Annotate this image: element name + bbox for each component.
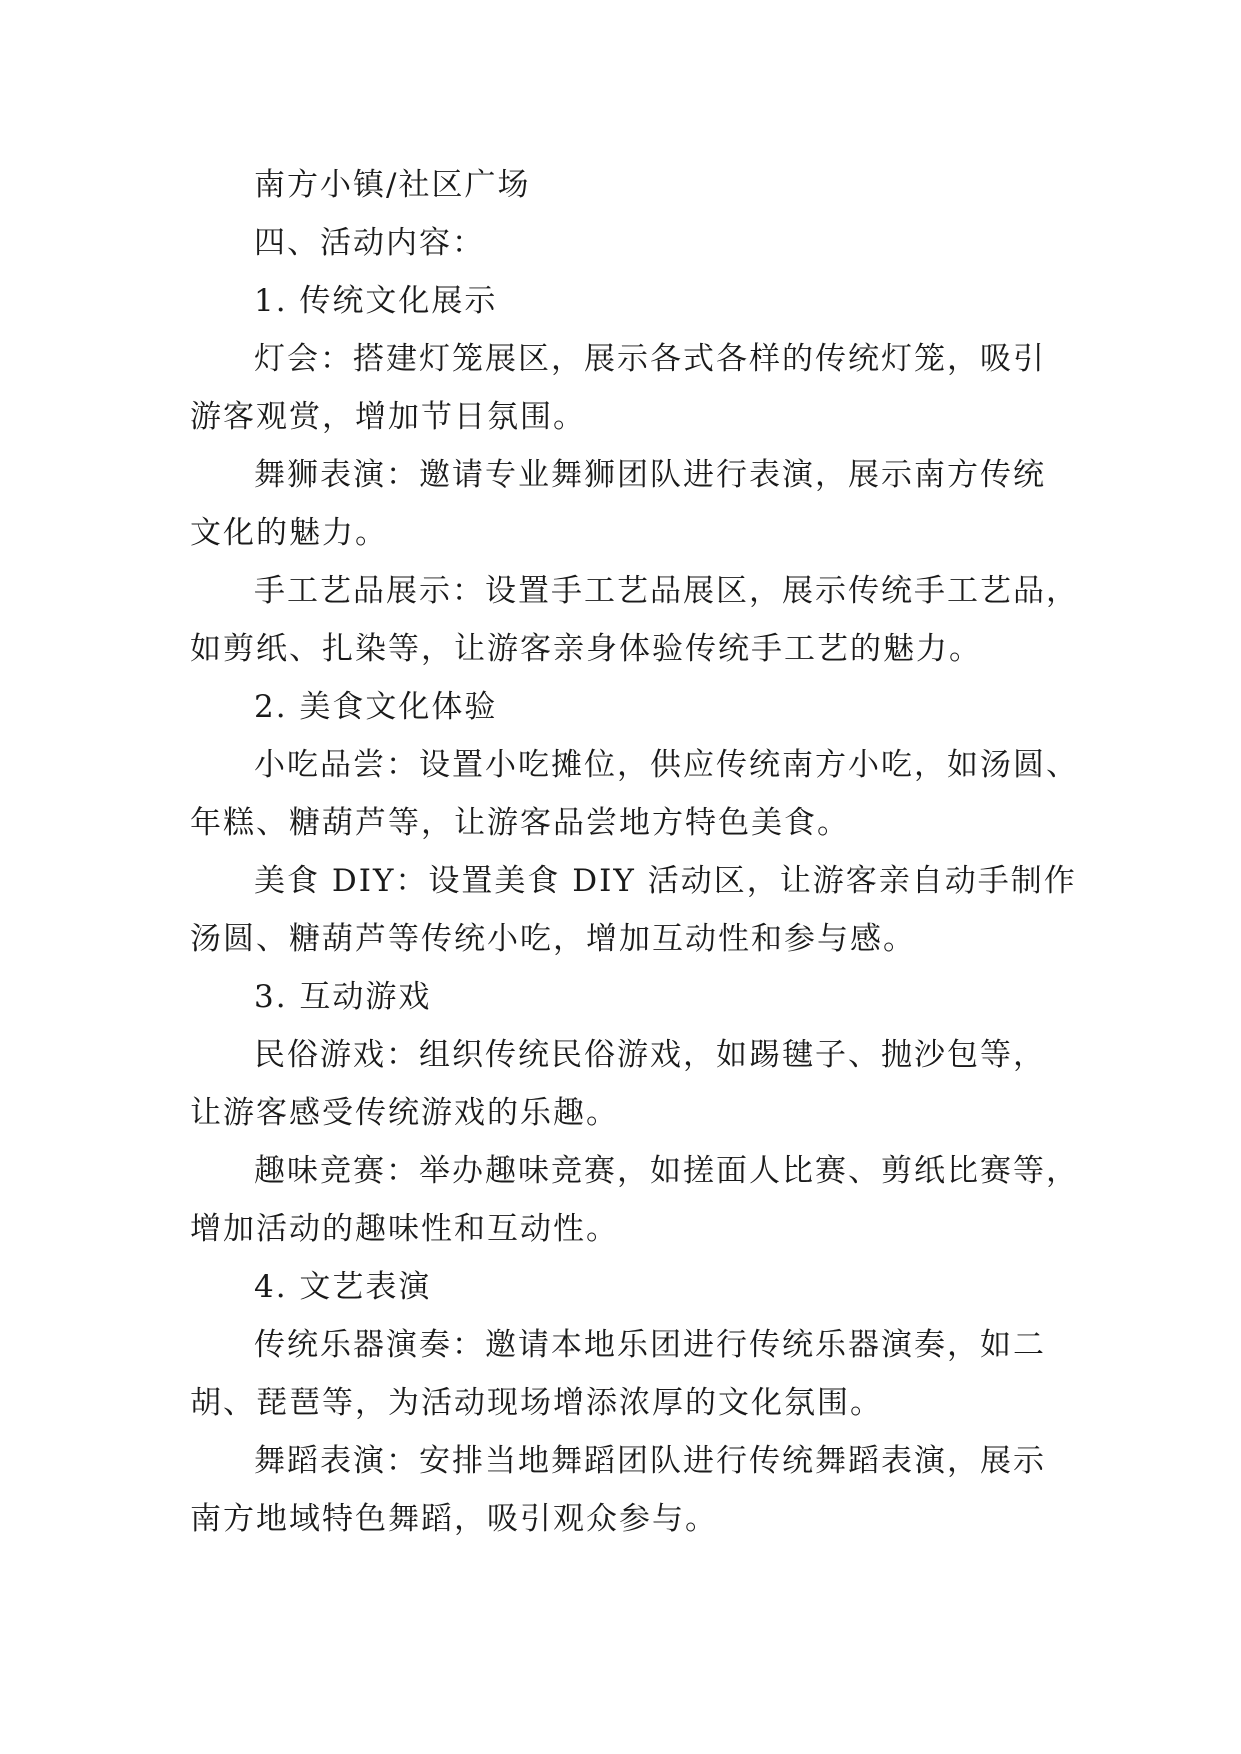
paragraph-line: 胡、琵琶等，为活动现场增添浓厚的文化氛围。 <box>190 1385 883 1421</box>
section-heading-activities: 四、活动内容： <box>254 225 485 261</box>
paragraph-line: 小吃品尝：设置小吃摊位，供应传统南方小吃，如汤圆、 <box>254 747 1079 783</box>
venue-line: 南方小镇/社区广场 <box>254 167 531 203</box>
paragraph-line: 游客观赏，增加节日氛围。 <box>190 399 586 435</box>
paragraph-line: 让游客感受传统游戏的乐趣。 <box>190 1095 619 1131</box>
paragraph-line: 年糕、糖葫芦等，让游客品尝地方特色美食。 <box>190 805 850 841</box>
paragraph-line: 舞狮表演：邀请专业舞狮团队进行表演，展示南方传统 <box>254 457 1046 493</box>
paragraph-line: 趣味竞赛：举办趣味竞赛，如搓面人比赛、剪纸比赛等， <box>254 1153 1079 1189</box>
document-body <box>190 156 1079 1548</box>
paragraph-line: 手工艺品展示：设置手工艺品展区，展示传统手工艺品， <box>254 573 1079 609</box>
paragraph-line: 灯会：搭建灯笼展区，展示各式各样的传统灯笼，吸引 <box>254 341 1046 377</box>
paragraph-line: 汤圆、糖葫芦等传统小吃，增加互动性和参与感。 <box>190 921 916 957</box>
paragraph-line: 美食 DIY：设置美食 DIY 活动区，让游客亲自动手制作 <box>254 863 1077 899</box>
paragraph-line: 如剪纸、扎染等，让游客亲身体验传统手工艺的魅力。 <box>190 631 982 667</box>
paragraph-line: 增加活动的趣味性和互动性。 <box>190 1211 619 1247</box>
paragraph-line: 南方地域特色舞蹈，吸引观众参与。 <box>190 1501 718 1537</box>
subheading-games: 3. 互动游戏 <box>254 979 432 1015</box>
paragraph-line: 民俗游戏：组织传统民俗游戏，如踢毽子、抛沙包等， <box>254 1037 1046 1073</box>
subheading-culture: 1. 传统文化展示 <box>254 283 498 319</box>
subheading-performance: 4. 文艺表演 <box>254 1269 432 1305</box>
paragraph-line: 舞蹈表演：安排当地舞蹈团队进行传统舞蹈表演，展示 <box>254 1443 1046 1479</box>
paragraph-line: 文化的魅力。 <box>190 515 388 551</box>
subheading-food: 2. 美食文化体验 <box>254 689 498 725</box>
paragraph-line: 传统乐器演奏：邀请本地乐团进行传统乐器演奏，如二 <box>254 1327 1046 1363</box>
